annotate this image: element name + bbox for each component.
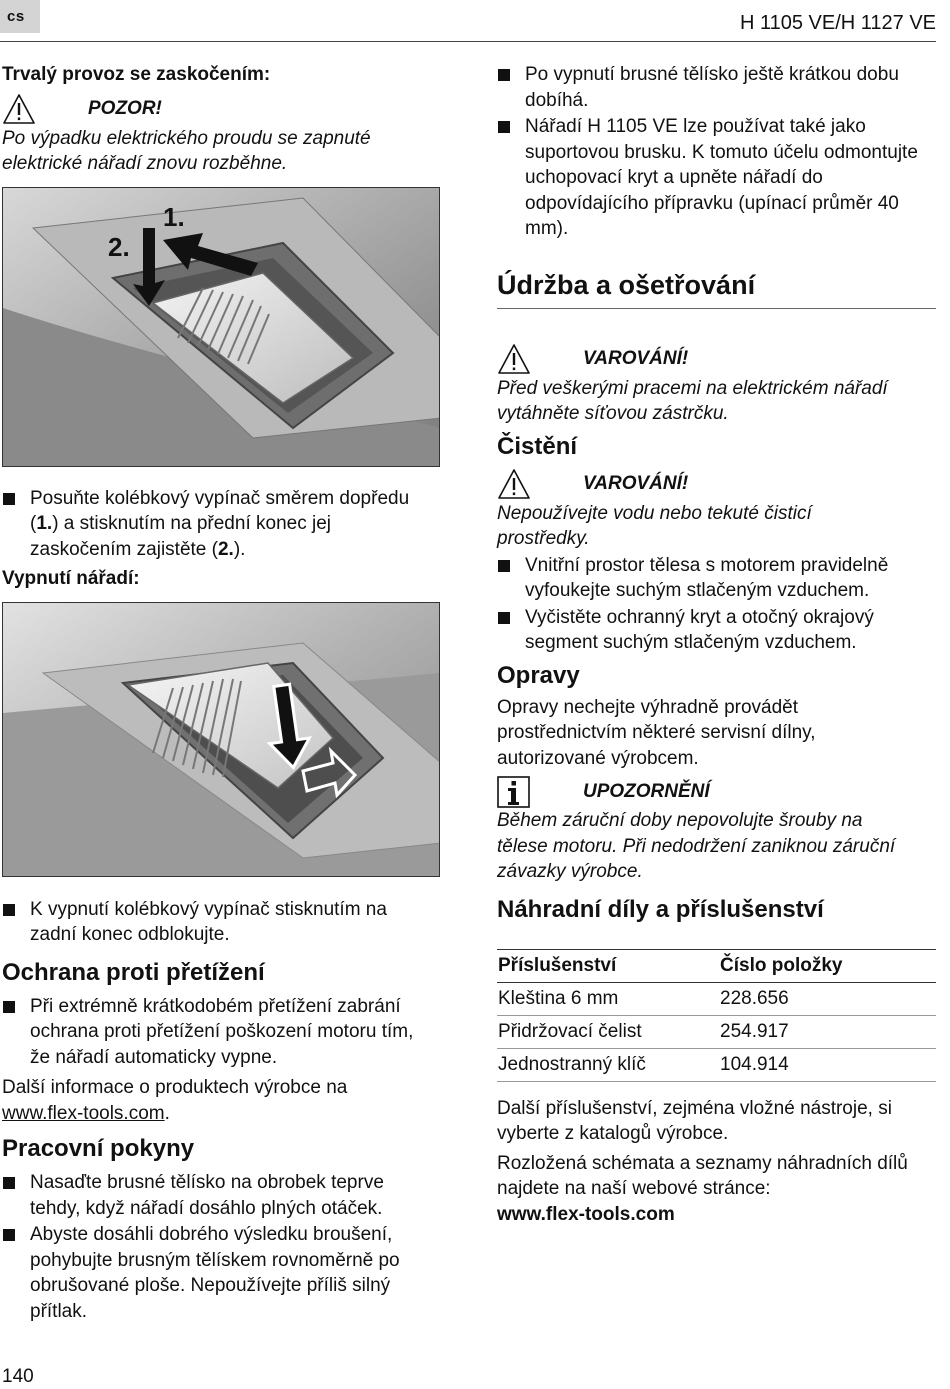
repairs-text: Opravy nechejte výhradně provádět prostřednictvím některé servisní dílny, autorizované výrobcem. (497, 696, 816, 769)
warning1-text: Před veškerými pracemi na elektrickém nářadí vytáhněte síťovou zástrčku. (497, 377, 888, 424)
warning-triangle-icon (497, 468, 531, 500)
notice-label: UPOZORNĚNÍ (583, 780, 710, 802)
notice-row (497, 775, 936, 808)
flex-tools-link[interactable]: www.flex-tools.com (2, 1102, 165, 1124)
lock-on-step2: 2. (217, 538, 234, 560)
warning2-label: VAROVÁNÍ! (583, 473, 689, 494)
language-tag: cs (0, 0, 40, 33)
table-cell: Kleština 6 mm (497, 982, 719, 1015)
clean-bullet-1: Vnitřní prostor tělesa s motorem pravidelně vyfoukejte suchým stlačeným vzduchem. (497, 553, 927, 604)
clean-bullet-2: Vyčistěte ochranný kryt a otočný okrajový segment suchým stlačeným vzduchem. (497, 605, 927, 656)
accessories-table (497, 949, 936, 1082)
warning1-label: VAROVÁNÍ! (583, 348, 689, 369)
work-bullets (2, 1170, 442, 1324)
table-header-item-number: Číslo položky (719, 949, 936, 982)
lock-on-text-1: Posuňte kolébkový vypínač směrem dopředu ( (30, 487, 410, 534)
warning2-row (497, 468, 936, 501)
work-instructions-heading: Pracovní pokyny (2, 1135, 195, 1162)
continuous-operation-heading: Trvalý provoz se zaskočením: (2, 64, 271, 85)
work-bullet-1: Nasaďte brusné tělísko na obrobek teprve tehdy, když nářadí dosáhlo plných otáček. (2, 1170, 422, 1221)
caution-row (2, 93, 442, 126)
warning-triangle-icon (2, 93, 36, 125)
rundown-bullet: Po vypnutí brusné tělísko ještě krátkou dobu dobíhá. (497, 62, 922, 113)
spare-parts-heading: Náhradní díly a příslušenství (497, 895, 824, 923)
table-cell: 104.914 (719, 1048, 936, 1081)
warning2-text: Nepoužívejte vodu nebo tekuté čisticí prostředky. (497, 502, 812, 549)
right-column (497, 60, 936, 1227)
lock-on-step1: 1. (36, 513, 53, 534)
lock-on-text-3: ). (233, 538, 246, 560)
lock-on-bullet (2, 486, 434, 563)
website-link[interactable]: www.flex-tools.com (497, 1203, 675, 1225)
switch-lock-figure (2, 187, 440, 467)
maintenance-rule (497, 308, 936, 309)
overload-heading: Ochrana proti přetížení (2, 958, 265, 986)
table-header-row (497, 949, 936, 982)
left-column (2, 60, 442, 1324)
caution-label: POZOR! (88, 98, 162, 119)
step1-figure-label: 1. (163, 201, 185, 232)
table-row (497, 982, 936, 1015)
switch-off-illustration (3, 603, 440, 877)
product-info (2, 1075, 432, 1126)
switch-lock-illustration (3, 188, 440, 467)
warning1-row (497, 343, 936, 376)
table-cell: Jednostranný klíč (497, 1048, 719, 1081)
repairs-heading: Opravy (497, 661, 580, 689)
overload-bullet: Při extrémně krátkodobém přetížení zabrání ochrana proti přetížení poškození motoru tím, že nářadí automaticky vypne. (2, 994, 438, 1071)
table-cell: 228.656 (719, 982, 936, 1015)
table-cell: 254.917 (719, 1015, 936, 1048)
table-cell: Přidržovací čelist (497, 1015, 719, 1048)
lock-on-text-2: ) a stisknutím na přední konec jej zaskočením zajistěte ( (30, 513, 331, 560)
table-row (497, 1015, 936, 1048)
diagrams-text: Rozložená schémata a seznamy náhradních dílů najdete na naší webové stránce: (497, 1152, 908, 1199)
notice-text: Během záruční doby nepovolujte šrouby na tělese motoru. Při nedodržení zaniknou záruční závazky výrobce. (497, 810, 896, 882)
product-info-end: . (164, 1102, 170, 1124)
warning-triangle-icon (497, 343, 531, 375)
support-grinder-bullet: Nářadí H 1105 VE lze používat také jako suportovou brusku. K tomuto účelu odmontujte uchopovací kryt a upněte nářadí do odpovídajícího přípravku (upínací průměr 40 mm). (497, 114, 927, 242)
table-row (497, 1048, 936, 1081)
work-bullet-2: Abyste dosáhli dobrého výsledku broušení, pohybujte brusným tělískem rovnoměrně po obrušované ploše. Nepoužívejte příliš silný přítlak. (2, 1222, 432, 1324)
switch-off-heading: Vypnutí nářadí: (2, 568, 140, 589)
cleaning-heading: Čistění (497, 432, 578, 460)
caution-text: Po výpadku elektrického proudu se zapnuté elektrické nářadí znovu rozběhne. (2, 127, 371, 174)
more-accessories-text: Další příslušenství, zejména vložné nástroje, si vyberte z katalogů výrobce. (497, 1097, 892, 1144)
model-title: H 1105 VE/H 1127 VE (739, 12, 936, 34)
table-header-accessory: Příslušenství (497, 949, 719, 982)
info-icon (497, 776, 531, 808)
maintenance-heading: Údržba a ošetřování (497, 269, 756, 300)
product-info-text: Další informace o produktech výrobce na (2, 1077, 348, 1098)
switch-off-bullet: K vypnutí kolébkový vypínač stisknutím na zadní konec odblokujte. (2, 897, 422, 948)
switch-off-figure (2, 602, 440, 877)
page-number: 140 (2, 1366, 34, 1387)
page-header (0, 0, 936, 42)
step2-figure-label: 2. (108, 231, 130, 262)
